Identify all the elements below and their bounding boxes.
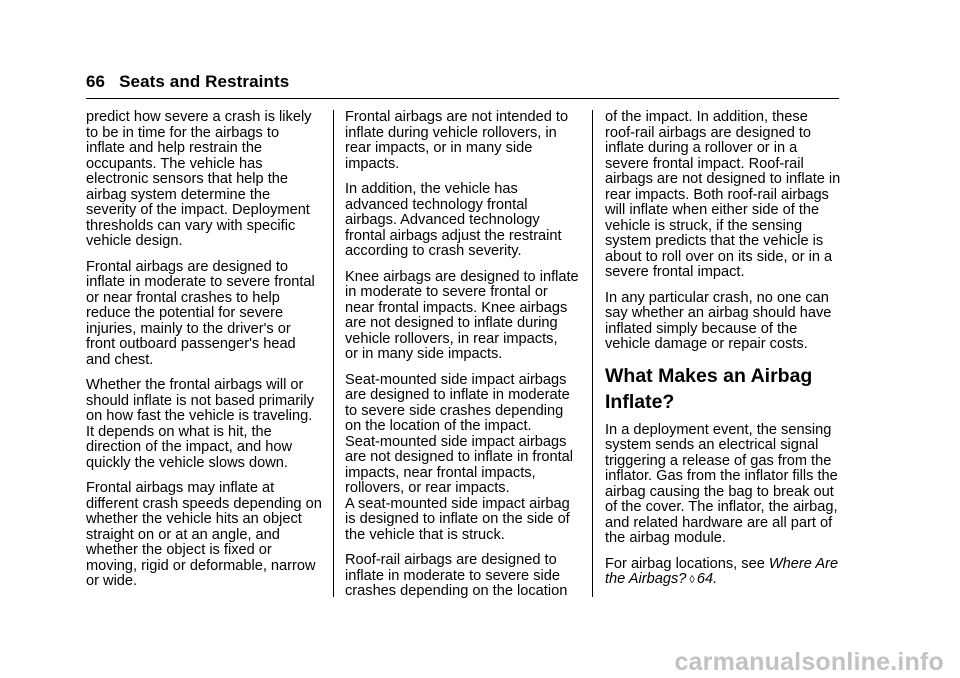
paragraph: of the impact. In addition, these roof-rail airbags are designed to inflate during a rollover or in a severe frontal impact. Roof-rail airbags are not designed to inflate in rear impacts. Both roof-rail airbags will inflate when either side of the vehicle is struck, if the sensing system predicts that the vehicle is about to roll over on its side, or in a severe frontal impact. — [605, 109, 841, 280]
paragraph: Frontal airbags may inflate at different crash speeds depending on whether the vehicle hits an object straight on or at an angle, and whether the object is fixed or moving, rigid or deformable, narrow or wide. — [86, 480, 322, 589]
paragraph: In any particular crash, no one can say whether an airbag should have inflated simply because of the vehicle damage or repair costs. — [605, 289, 832, 352]
paragraph: Knee airbags are designed to inflate in moderate to severe frontal or near frontal impacts. Knee airbags are not designed to inflate during vehicle rollovers, in rear impacts, or in many side impacts. — [345, 268, 579, 362]
page-number: 66 — [86, 72, 106, 91]
header-rule — [86, 98, 839, 99]
paragraph: predict how severe a crash is likely to be in time for the airbags to inflate and help restrain the occupants. The vehicle has electronic sensors that help the airbag system determine the severity of the impact. Deployment thresholds can vary with specific vehicle design. — [86, 109, 312, 249]
page-header — [86, 72, 289, 92]
paragraph: Roof-rail airbags are designed to inflate in moderate to severe side crashes depending on the location — [345, 552, 568, 599]
xref-title-link[interactable]: Where Are the Airbags? — [605, 555, 839, 587]
paragraph: In addition, the vehicle has advanced technology frontal airbags. Advanced technology frontal airbags adjust the restraint according to crash severity. — [345, 181, 562, 259]
column-divider-1 — [333, 110, 334, 597]
xref-lead: For airbag locations, see — [605, 555, 769, 572]
paragraph: Frontal airbags are designed to inflate in moderate to severe frontal or near frontal crashes to help reduce the potential for severe injuries, mainly to the driver's or front outboard passenger's head and chest. — [86, 258, 315, 368]
xref-page-link[interactable]: 64. — [696, 571, 718, 587]
column-2 — [345, 110, 583, 610]
paragraph: Frontal airbags are not intended to inflate during vehicle rollovers, in rear impacts, or in many side impacts. — [345, 109, 569, 172]
section-heading: What Makes an Airbag Inflate? — [605, 364, 813, 413]
column-1 — [86, 110, 326, 600]
paragraph: Whether the frontal airbags will or should inflate is not based primarily on how fast the vehicle is traveling. It depends on what is hit, the direction of the impact, and how quickly the vehicle slows down. — [86, 377, 314, 471]
column-3 — [605, 110, 843, 599]
cross-reference — [605, 557, 843, 589]
paragraph: In a deployment event, the sensing system sends an electrical signal triggering a release of gas from the inflator. Gas from the inflator fills the airbag causing the bag to break out of the cover. The inflator, the airbag, and related hardware are all part of the airbag module. — [605, 421, 838, 546]
column-divider-2 — [592, 110, 593, 597]
paragraph: Seat-mounted side impact airbags are designed to inflate in moderate to severe side crashes depending on the location of the impact. Seat-mounted side impact airbags are not designed to inflate in frontal impacts, near frontal impacts, rollovers, or rear impacts. A seat-mounted side impact airbag is designed to inflate on the side of the vehicle that is struck. — [345, 371, 573, 543]
watermark: carmanualsonline.info — [674, 648, 944, 676]
section-title: Seats and Restraints — [119, 72, 290, 91]
page-reference-icon: ◊ — [689, 574, 695, 586]
